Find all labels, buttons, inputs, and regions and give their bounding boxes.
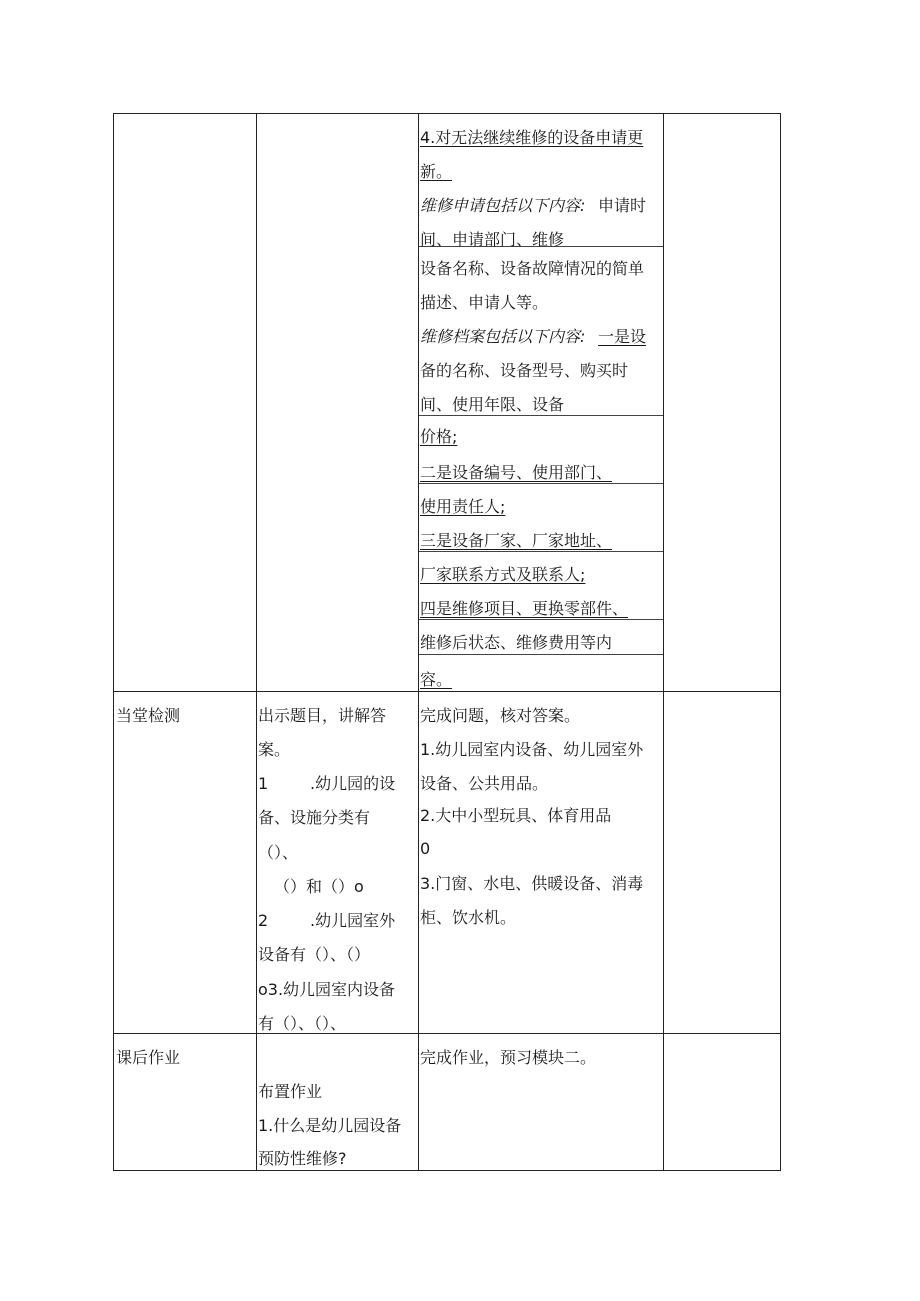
student-line: 柜、饮水机。 <box>420 908 517 927</box>
teacher-line: 出示题目，讲解答 <box>258 706 387 725</box>
teacher-line: 预防性维修? <box>258 1149 347 1168</box>
maintenance-line: 价格; <box>420 427 458 446</box>
table-right-border <box>780 113 781 1171</box>
cell-rule <box>419 654 663 655</box>
teacher-line: 备、设施分类有 <box>258 808 371 827</box>
student-line: 完成问题，核对答案。 <box>420 706 581 725</box>
maintenance-line: 使用责任人; <box>420 497 506 516</box>
teacher-line: （）和（）o <box>274 877 364 896</box>
table-left-border <box>113 113 114 1171</box>
teacher-line: 设备有（）、（） <box>258 945 371 964</box>
maintenance-line: 四是维修项目、更换零部件、 <box>420 599 629 618</box>
column-divider-3 <box>663 113 664 1171</box>
row-label-homework: 课后作业 <box>116 1048 181 1067</box>
row-divider-1 <box>113 691 781 692</box>
teacher-line: .幼儿园室外 <box>310 911 396 930</box>
maintenance-line: 申请时 <box>598 196 647 215</box>
maintenance-line: 4.对无法继续维修的设备申请更 <box>420 128 644 147</box>
column-divider-1 <box>256 113 257 1171</box>
student-line: 2.大中小型玩具、体育用品 <box>420 806 612 825</box>
teacher-line: .幼儿园的设 <box>310 774 396 793</box>
teacher-line: o3.幼儿园室内设备 <box>258 980 396 999</box>
row-divider-2 <box>113 1033 781 1034</box>
teacher-line: 布置作业 <box>258 1082 323 1101</box>
maintenance-line: 一是设 <box>598 327 647 346</box>
student-line: 1.幼儿园室内设备、幼儿园室外 <box>420 740 644 759</box>
teacher-line: 2 <box>258 911 269 930</box>
cell-rule <box>419 551 663 552</box>
column-divider-2 <box>418 113 419 1171</box>
student-line: 设备、公共用品。 <box>420 774 549 793</box>
table-top-border <box>113 113 781 114</box>
teacher-line: 有（）、（）、 <box>258 1014 347 1033</box>
cell-rule <box>419 619 663 620</box>
maintenance-line: 备的名称、设备型号、购买时 <box>420 361 629 380</box>
repair-request-heading: 维修申请包括以下内容: <box>420 196 586 215</box>
table-bottom-border <box>113 1170 781 1171</box>
maintenance-line: 间、使用年限、设备 <box>420 395 565 414</box>
row-label-check: 当堂检测 <box>116 706 181 725</box>
maintenance-line: 二是设备编号、使用部门、 <box>420 463 613 482</box>
student-line: 3.门窗、水电、供暖设备、消毒 <box>420 874 644 893</box>
maintenance-line: 描述、申请人等。 <box>420 293 549 312</box>
maintenance-line: 三是设备厂家、厂家地址、 <box>420 531 613 550</box>
maintenance-line: 间、申请部门、维修 <box>420 230 565 249</box>
cell-rule <box>419 483 663 484</box>
maintenance-line: 维修后状态、维修费用等内 <box>420 633 613 652</box>
teacher-line: 案。 <box>258 740 291 759</box>
maintenance-line: 容。 <box>420 670 453 689</box>
teacher-line: 1.什么是幼儿园设备 <box>258 1116 402 1135</box>
maintenance-line: 设备名称、设备故障情况的简单 <box>420 259 645 278</box>
cell-rule <box>419 415 663 416</box>
repair-archive-heading: 维修档案包括以下内容: <box>420 327 586 346</box>
student-line: 0 <box>420 839 431 858</box>
teacher-line: 1 <box>258 774 269 793</box>
maintenance-line: 新。 <box>420 162 453 181</box>
maintenance-line: 厂家联系方式及联系人; <box>420 565 586 584</box>
student-line: 完成作业，预习模块二。 <box>420 1048 597 1067</box>
teacher-line: （）、 <box>258 843 299 862</box>
